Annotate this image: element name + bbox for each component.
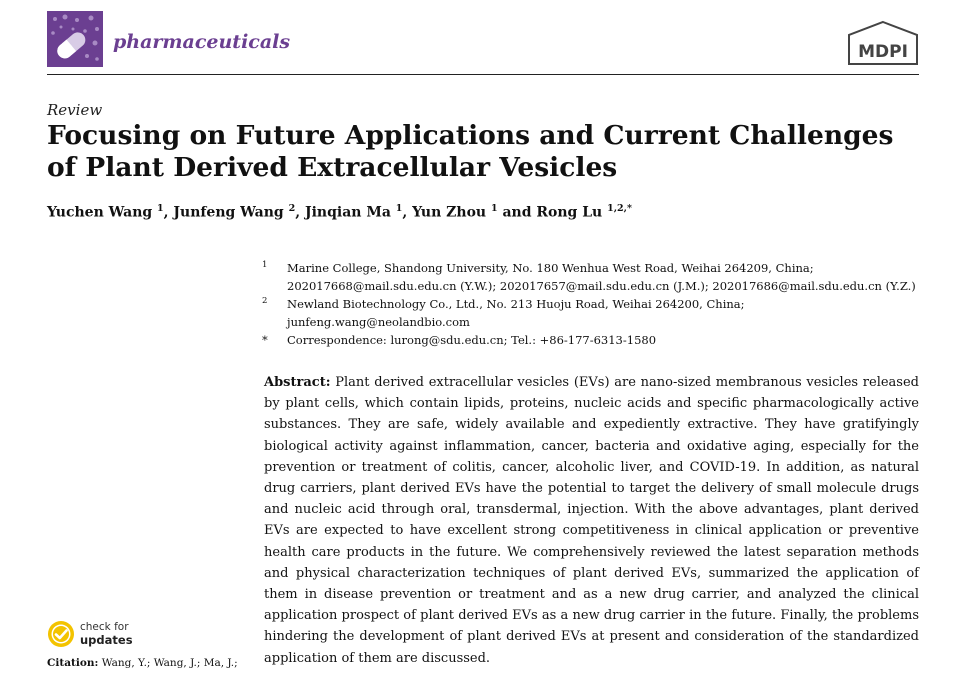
mdpi-logo[interactable] — [847, 20, 919, 68]
journal-name[interactable]: pharmaceuticals — [113, 31, 291, 53]
affiliation-line — [262, 295, 922, 313]
affiliation-text: junfeng.wang@neolandbio.com — [287, 315, 470, 329]
author-separator: , — [163, 204, 174, 221]
publisher-name: MDPI — [858, 42, 908, 62]
author-affiliation-mark: 1 — [490, 203, 498, 214]
citation-text: Wang, Y.; Wang, J.; Ma, J.; — [101, 657, 238, 669]
affiliation-line — [262, 331, 922, 349]
check-updates-line2: updates — [80, 633, 133, 647]
author-name[interactable]: Junfeng Wang — [173, 204, 284, 221]
abstract — [264, 372, 919, 669]
author-list — [47, 203, 632, 221]
affiliation-mark: * — [262, 333, 268, 347]
author-name[interactable]: Jinqian Ma — [304, 204, 391, 221]
abstract-text: Plant derived extracellular vesicles (EVs) are nano-sized membranous vesicles released by plant cells, which contain lipids, proteins, nucleic acids and specific pharmacologically active substances. They are safe, widely available and expediently extractive. They have gratifyingly biological activity against inflammation, cancer, bacteria and oxidative aging, especially for the prevention or treatment of colitis, cancer, alcoholic liver, and COVID-19. In addition, as natural drug carriers, plant derived EVs have the potential to target the delivery of small molecule drugs and nucleic acid through oral, transdermal, injection. With the above advantages, plant derived EVs are expected to have excellent strong competitiveness in clinical application or preventive health care products in the future. We comprehensively reviewed the latest separation methods and physical characterization techniques of plant derived EVs, summarized the application of them in disease prevention or treatment and as a new drug carrier, and analyzed the clinical application prospect of plant derived EVs as a new drug carrier in the future. Finally, the problems hindering the development of plant derived EVs at present and consideration of the standardized application of them are discussed. — [264, 375, 919, 666]
checkmark-badge-icon — [47, 620, 75, 648]
affiliation-text: 202017668@mail.sdu.edu.cn (Y.W.); 202017657@mail.sdu.edu.cn (J.M.); 202017686@mail.sdu.edu.cn (Y.Z.) — [287, 279, 916, 293]
header-divider — [47, 74, 919, 75]
affiliation-line — [262, 259, 922, 277]
author-separator: and — [497, 204, 537, 221]
author-name[interactable]: Yuchen Wang — [47, 204, 153, 221]
author-name[interactable]: Yun Zhou — [412, 204, 487, 221]
check-updates-text — [80, 621, 133, 647]
affiliation-text: Marine College, Shandong University, No. 180 Wenhua West Road, Weihai 264209, China; — [287, 261, 814, 275]
affiliations — [262, 259, 922, 349]
author-affiliation-mark: 1,2,* — [607, 203, 632, 214]
author-affiliation-mark: 2 — [288, 203, 296, 214]
article-title: Focusing on Future Applications and Current Challenges of Plant Derived Extracellular Vesicles — [47, 120, 894, 183]
abstract-label: Abstract: — [264, 375, 331, 390]
author-affiliation-mark: 1 — [395, 203, 403, 214]
article-type: Review — [47, 101, 103, 119]
journal-header — [47, 11, 919, 73]
author-separator: , — [295, 204, 305, 221]
affiliation-line — [262, 313, 922, 331]
author-separator: , — [402, 204, 413, 221]
affiliation-text: Correspondence: lurong@sdu.edu.cn; Tel.: +86-177-6313-1580 — [287, 333, 657, 347]
affiliation-mark: 2 — [262, 296, 268, 306]
capsule-pill-icon[interactable] — [47, 11, 103, 67]
citation-label: Citation: — [47, 657, 99, 669]
check-for-updates-button[interactable] — [47, 620, 157, 652]
affiliation-line — [262, 277, 922, 295]
affiliation-mark: 1 — [262, 260, 268, 270]
check-updates-line1: check for — [80, 621, 129, 633]
author-affiliation-mark: 1 — [157, 203, 164, 214]
citation — [47, 657, 238, 669]
affiliation-text: Newland Biotechnology Co., Ltd., No. 213 Huoju Road, Weihai 264200, China; — [287, 297, 745, 311]
author-name[interactable]: Rong Lu — [536, 204, 603, 221]
